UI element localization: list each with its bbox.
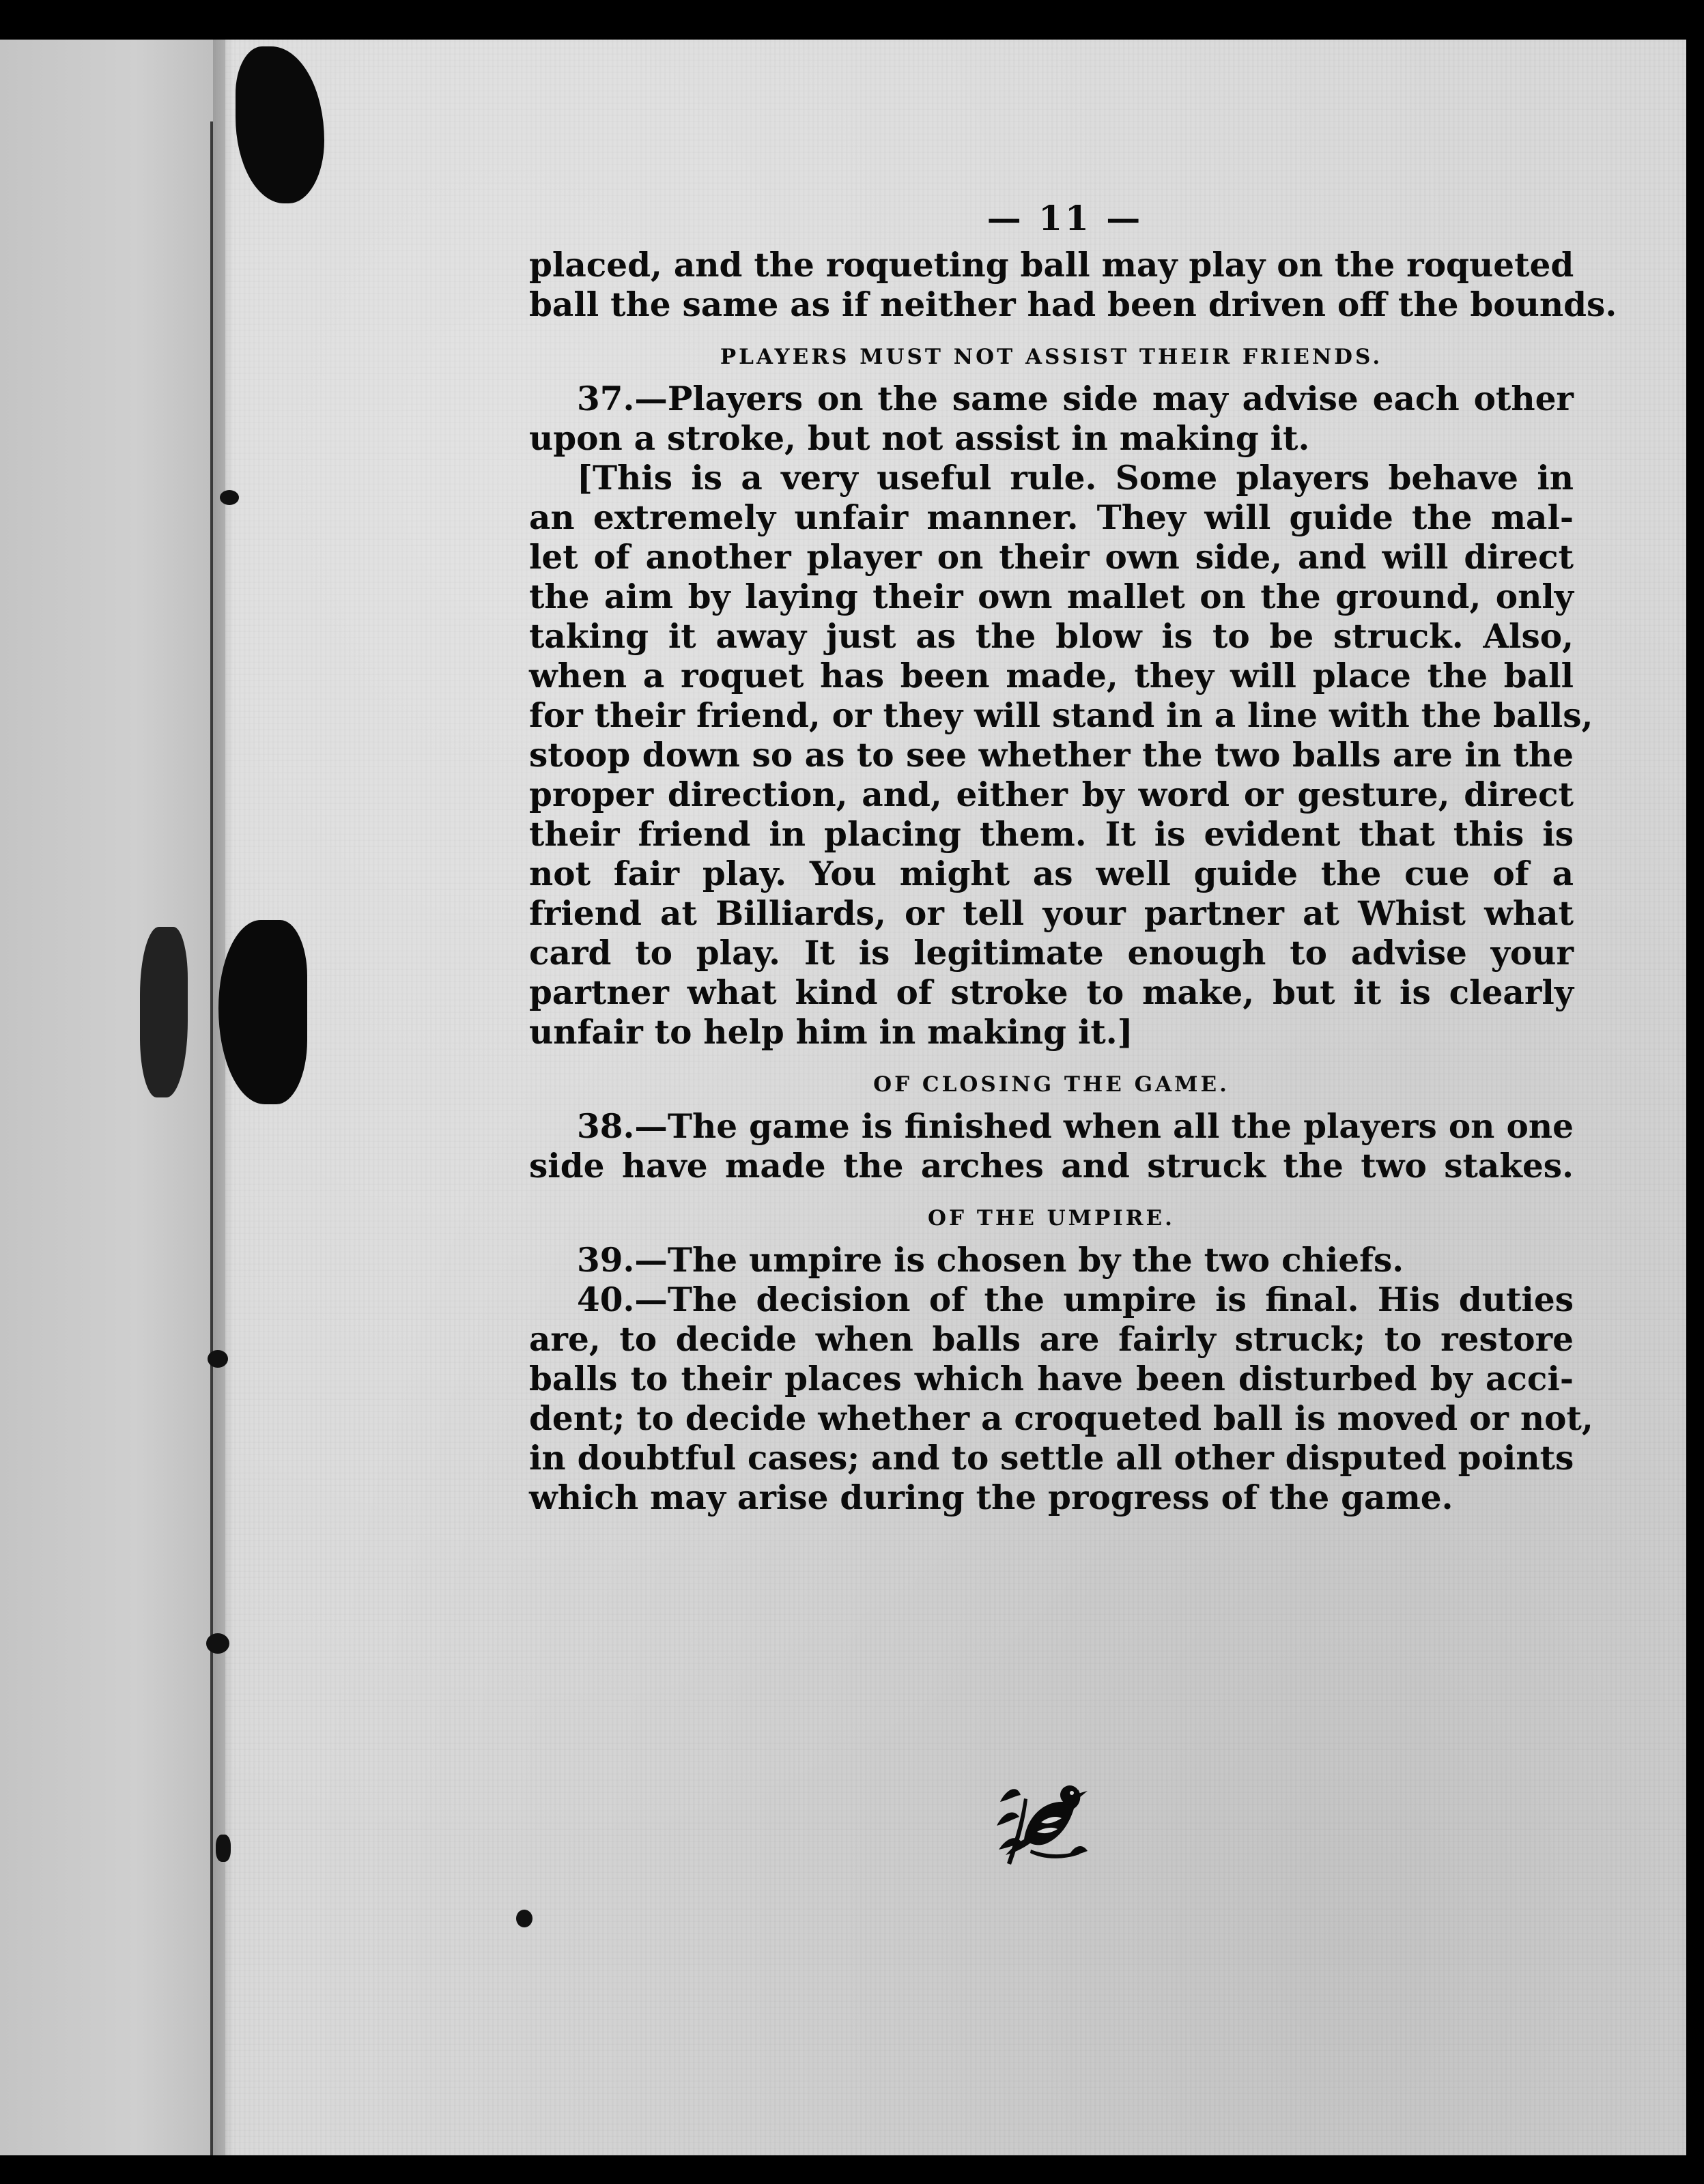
text-line: placed, and the roqueting ball may play on the roqueted bbox=[529, 246, 1574, 285]
rule-37-note bbox=[529, 459, 1593, 1052]
continuation-paragraph bbox=[529, 246, 1617, 325]
ink-blot bbox=[236, 46, 324, 203]
section-heading-assist: PLAYERS MUST NOT ASSIST THEIR FRIENDS. bbox=[720, 345, 1383, 369]
page-text bbox=[529, 191, 1617, 1518]
text-line: 37.—Players on the same side may advise each other bbox=[577, 379, 1574, 418]
text-line: unfair to help him in making it.] bbox=[529, 1013, 1133, 1052]
binding-gutter bbox=[210, 121, 213, 2155]
rule-39 bbox=[529, 1241, 1574, 1280]
text-line: dent; to decide whether a croqueted ball is moved or not, bbox=[529, 1399, 1593, 1438]
text-line: let of another player on their own side, and will direct bbox=[529, 538, 1574, 577]
binding-hole bbox=[216, 1835, 231, 1862]
text-line: card to play. It is legitimate enough to advise your bbox=[529, 934, 1574, 973]
ink-blot bbox=[218, 920, 307, 1104]
text-line: [This is a very useful rule. Some players behave in bbox=[577, 459, 1574, 498]
section-heading-umpire: OF THE UMPIRE. bbox=[928, 1206, 1175, 1231]
text-line: balls to their places which have been disturbed by acci- bbox=[529, 1360, 1574, 1398]
binding-hole bbox=[220, 490, 239, 505]
text-line: for their friend, or they will stand in a line with the balls, bbox=[529, 696, 1593, 735]
rule-38 bbox=[529, 1107, 1574, 1186]
text-line: friend at Billiards, or tell your partner at Whist what bbox=[529, 894, 1574, 933]
text-line: ball the same as if neither had been driven off the bounds. bbox=[529, 285, 1617, 324]
text-line: stoop down so as to see whether the two balls are in the bbox=[529, 736, 1574, 775]
text-line: are, to decide when balls are fairly struck; to restore bbox=[529, 1320, 1574, 1359]
text-line: taking it away just as the blow is to be struck. Also, bbox=[529, 617, 1574, 656]
ink-blot bbox=[140, 927, 188, 1097]
facing-page-edge bbox=[0, 40, 225, 2155]
binding-hole bbox=[208, 1350, 228, 1368]
text-line: partner what kind of stroke to make, but it is clearly bbox=[529, 973, 1574, 1012]
text-line: 39.—The umpire is chosen by the two chiefs. bbox=[577, 1241, 1404, 1280]
text-line: the aim by laying their own mallet on the ground, only bbox=[529, 577, 1574, 616]
rule-37 bbox=[529, 379, 1574, 459]
bird-on-branch-icon bbox=[993, 1774, 1089, 1867]
binding-hole bbox=[206, 1633, 229, 1654]
text-line: an extremely unfair manner. They will guide the mal- bbox=[529, 498, 1574, 537]
page-number: — 11 — bbox=[986, 198, 1144, 238]
section-heading-closing: OF CLOSING THE GAME. bbox=[873, 1072, 1230, 1097]
text-line: 40.—The decision of the umpire is final. His duties bbox=[577, 1280, 1574, 1319]
text-line: which may arise during the progress of the game. bbox=[529, 1478, 1453, 1517]
text-line: not fair play. You might as well guide the cue of a bbox=[529, 854, 1574, 893]
text-line: their friend in placing them. It is evident that this is bbox=[529, 815, 1574, 854]
text-line: 38.—The game is finished when all the players on one bbox=[577, 1107, 1574, 1146]
text-line: side have made the arches and struck the two stakes. bbox=[529, 1147, 1574, 1186]
ink-speck bbox=[516, 1910, 532, 1927]
text-line: when a roquet has been made, they will place the ball bbox=[529, 657, 1574, 695]
text-line: upon a stroke, but not assist in making it. bbox=[529, 419, 1310, 458]
text-line: proper direction, and, either by word or gesture, direct bbox=[529, 775, 1574, 814]
text-line: in doubtful cases; and to settle all other disputed points bbox=[529, 1439, 1574, 1478]
rule-40 bbox=[529, 1280, 1593, 1518]
